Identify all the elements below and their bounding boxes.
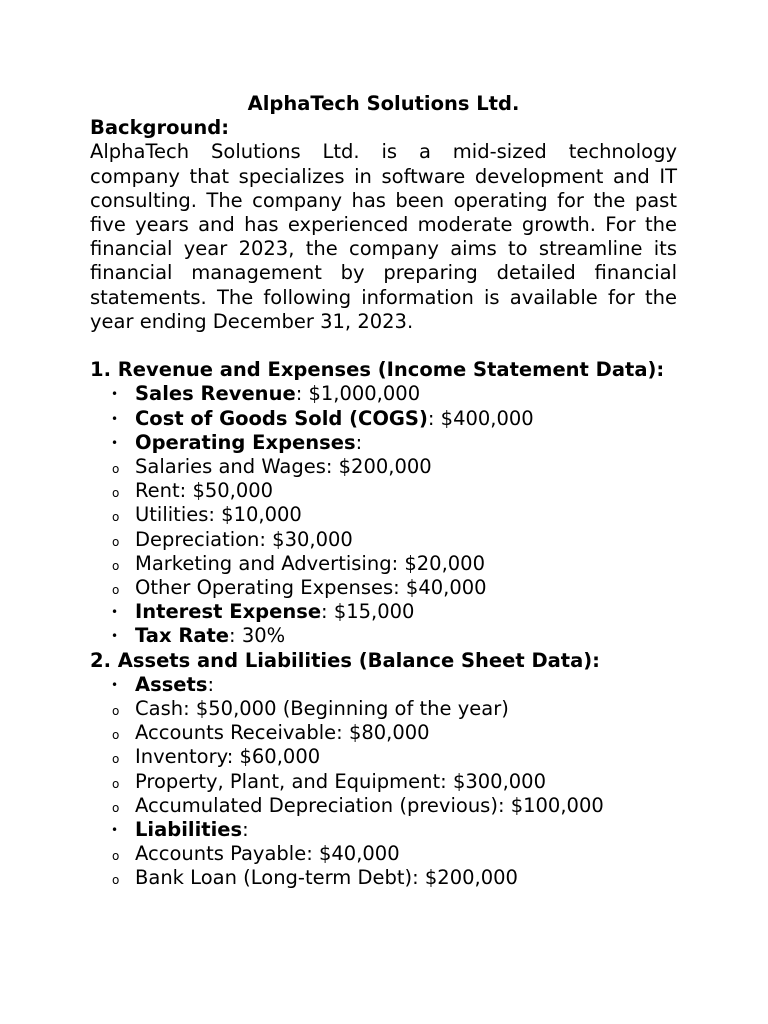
list-item xyxy=(90,745,677,769)
sub-item-text: Depreciation: $30,000 xyxy=(135,527,353,551)
list-item xyxy=(90,528,677,552)
section-2-title: Assets and Liabilities (Balance Sheet Data): xyxy=(117,648,600,672)
assets-sublist xyxy=(90,697,677,818)
section-1-heading xyxy=(90,358,677,382)
item-value: : $400,000 xyxy=(427,406,534,430)
section-2-list xyxy=(90,673,677,891)
circle-bullet-icon: o xyxy=(112,486,120,501)
circle-bullet-icon: o xyxy=(112,752,120,767)
circle-bullet-icon: o xyxy=(112,558,120,573)
item-label: Liabilities xyxy=(135,818,243,842)
bullet-icon: • xyxy=(111,677,119,692)
item-label: Cost of Goods Sold (COGS) xyxy=(135,406,428,430)
list-item-tax-rate xyxy=(90,624,677,648)
section-1-number: 1. xyxy=(90,358,111,382)
section-1-list xyxy=(90,382,677,648)
item-label: Interest Expense xyxy=(135,600,322,624)
background-paragraph: AlphaTech Solutions Ltd. is a mid-sized technology company that specializes in software development and IT consulting. The company has been operating for the past five years and has experienced moderate growth. For the financial year 2023, the company aims to streamline its financial management by preparing detailed financial statements. The following information is available for the year ending December 31, 2023. xyxy=(90,140,677,333)
bullet-icon: • xyxy=(111,605,119,620)
circle-bullet-icon: o xyxy=(112,849,120,864)
item-label: Tax Rate xyxy=(135,624,230,648)
document-title: AlphaTech Solutions Ltd. xyxy=(247,92,520,115)
circle-bullet-icon: o xyxy=(112,583,120,598)
sub-item-text: Inventory: $60,000 xyxy=(135,745,321,769)
sub-item-text: Rent: $50,000 xyxy=(135,479,274,503)
bullet-icon: • xyxy=(111,411,119,426)
item-label: Sales Revenue xyxy=(135,382,296,406)
liabilities-sublist xyxy=(90,842,677,890)
list-item-sales-revenue xyxy=(90,382,677,406)
list-item xyxy=(90,576,677,600)
list-item-liabilities xyxy=(90,818,677,891)
list-item xyxy=(90,697,677,721)
background-heading: Background: xyxy=(90,116,230,140)
item-value: : $15,000 xyxy=(321,600,415,624)
sub-item-text: Utilities: $10,000 xyxy=(135,503,302,527)
item-value: : xyxy=(355,430,363,454)
circle-bullet-icon: o xyxy=(112,462,120,477)
bullet-icon: • xyxy=(111,435,119,450)
sub-item-text: Other Operating Expenses: $40,000 xyxy=(135,576,487,600)
circle-bullet-icon: o xyxy=(112,728,120,743)
circle-bullet-icon: o xyxy=(112,873,120,888)
list-item xyxy=(90,721,677,745)
blank-line xyxy=(90,334,677,358)
item-value: : 30% xyxy=(229,624,286,648)
list-item xyxy=(90,770,677,794)
sub-item-text: Marketing and Advertising: $20,000 xyxy=(135,551,485,575)
bullet-icon: • xyxy=(111,823,119,838)
operating-expenses-sublist xyxy=(90,455,677,600)
item-value: : xyxy=(242,818,249,842)
circle-bullet-icon: o xyxy=(112,800,120,815)
item-label: Operating Expenses xyxy=(135,430,356,454)
list-item xyxy=(90,479,677,503)
list-item xyxy=(90,503,677,527)
list-item xyxy=(90,842,677,866)
section-1-title: Revenue and Expenses (Income Statement Data): xyxy=(117,358,665,382)
sub-item-text: Bank Loan (Long-term Debt): $200,000 xyxy=(135,866,518,890)
list-item xyxy=(90,866,677,890)
circle-bullet-icon: o xyxy=(112,534,120,549)
list-item-interest-expense xyxy=(90,600,677,624)
list-item-operating-expenses xyxy=(90,431,677,600)
section-2-number: 2. xyxy=(90,648,111,672)
sub-item-text: Accounts Payable: $40,000 xyxy=(135,842,400,866)
section-2-heading xyxy=(90,649,677,673)
circle-bullet-icon: o xyxy=(112,510,120,525)
item-value: : $1,000,000 xyxy=(295,382,421,406)
circle-bullet-icon: o xyxy=(112,704,120,719)
list-item xyxy=(90,455,677,479)
item-label: Assets xyxy=(135,672,208,696)
item-value: : xyxy=(207,672,215,696)
sub-item-text: Salaries and Wages: $200,000 xyxy=(135,455,432,479)
list-item xyxy=(90,794,677,818)
circle-bullet-icon: o xyxy=(112,776,120,791)
bullet-icon: • xyxy=(111,629,119,644)
list-item xyxy=(90,552,677,576)
sub-item-text: Accumulated Depreciation (previous): $100,000 xyxy=(135,793,604,817)
sub-item-text: Accounts Receivable: $80,000 xyxy=(135,721,430,745)
list-item-assets xyxy=(90,673,677,818)
document-content xyxy=(90,92,677,891)
sub-item-text: Property, Plant, and Equipment: $300,000 xyxy=(135,769,546,793)
list-item-cogs xyxy=(90,407,677,431)
bullet-icon: • xyxy=(111,387,119,402)
sub-item-text: Cash: $50,000 (Beginning of the year) xyxy=(135,697,509,721)
